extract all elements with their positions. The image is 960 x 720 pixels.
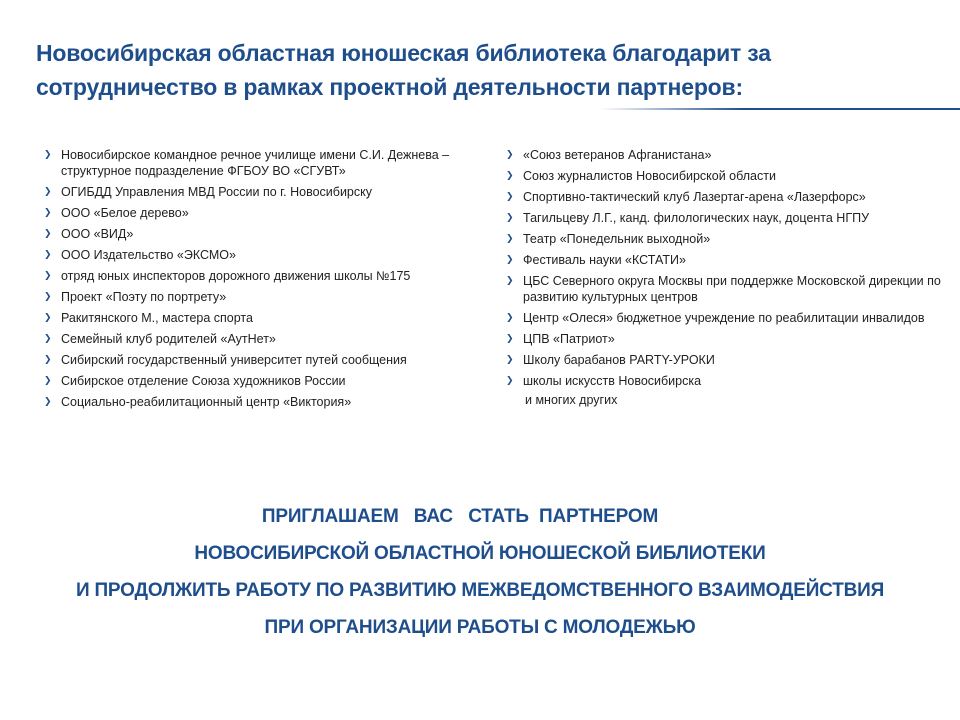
partner-item: [506, 352, 946, 368]
partners-tail-note: и многих других: [525, 393, 618, 407]
partner-item: [44, 247, 484, 263]
partner-item: [506, 168, 946, 184]
chevron-right-icon: ❯: [44, 397, 52, 407]
partner-item: [506, 231, 946, 247]
title-underline: [600, 108, 960, 110]
chevron-right-icon: ❯: [506, 213, 514, 223]
partner-name: «Союз ветеранов Афганистана»: [523, 148, 712, 162]
chevron-right-icon: ❯: [44, 376, 52, 386]
invitation-line: И ПРОДОЛЖИТЬ РАБОТУ ПО РАЗВИТИЮ МЕЖВЕДОМСТВЕННОГО ВЗАИМОДЕЙСТВИЯ: [75, 580, 885, 601]
chevron-right-icon: ❯: [506, 313, 514, 323]
chevron-right-icon: ❯: [506, 255, 514, 265]
chevron-right-icon: ❯: [44, 355, 52, 365]
invitation-line: ПРИ ОРГАНИЗАЦИИ РАБОТЫ С МОЛОДЕЖЬЮ: [264, 617, 696, 638]
chevron-right-icon: ❯: [506, 234, 514, 244]
chevron-right-icon: ❯: [44, 313, 52, 323]
partner-name: Спортивно-тактический клуб Лазертаг-арена «Лазерфорс»: [523, 190, 866, 204]
partner-item: [44, 147, 484, 179]
partner-name: ООО Издательство «ЭКСМО»: [61, 248, 236, 262]
partner-item: [506, 210, 946, 226]
chevron-right-icon: ❯: [44, 250, 52, 260]
partner-name: Проект «Поэту по портрету»: [61, 290, 227, 304]
partner-item: [44, 184, 484, 200]
partner-item: [506, 147, 946, 163]
chevron-right-icon: ❯: [506, 192, 514, 202]
chevron-right-icon: ❯: [44, 187, 52, 197]
chevron-right-icon: ❯: [506, 376, 514, 386]
partner-item: [506, 273, 946, 305]
partner-name: Сибирский государственный университет путей сообщения: [61, 353, 407, 367]
partner-item: [44, 331, 484, 347]
partner-name: ОГИБДД Управления МВД России по г. Новосибирску: [61, 185, 372, 199]
partner-name: отряд юных инспекторов дорожного движения школы №175: [61, 269, 411, 283]
chevron-right-icon: ❯: [506, 355, 514, 365]
partner-item: [44, 289, 484, 305]
partner-name: Школу барабанов PARTY-УРОКИ: [523, 353, 715, 367]
partner-name: Семейный клуб родителей «АутНет»: [61, 332, 276, 346]
partner-item: [44, 373, 484, 389]
invitation-line: ПРИГЛАШАЕМ ВАС СТАТЬ ПАРТНЕРОМ: [261, 506, 659, 527]
invitation-block: [0, 506, 960, 654]
partner-name: Новосибирское командное речное училище имени С.И. Дежнева – структурное подразделение ФГБОУ ВО «СГУВТ»: [61, 148, 450, 178]
chevron-right-icon: ❯: [44, 208, 52, 218]
partner-item: [44, 310, 484, 326]
partner-item: [44, 394, 484, 410]
chevron-right-icon: ❯: [44, 334, 52, 344]
partner-name: Союз журналистов Новосибирской области: [523, 169, 776, 183]
partner-item: [44, 205, 484, 221]
partner-name: Сибирское отделение Союза художников России: [61, 374, 346, 388]
chevron-right-icon: ❯: [506, 150, 514, 160]
partner-list-right: [506, 147, 946, 408]
partner-name: Фестиваль науки «КСТАТИ»: [523, 253, 686, 267]
partner-name: ООО «Белое дерево»: [61, 206, 189, 220]
chevron-right-icon: ❯: [506, 171, 514, 181]
partner-item: [44, 226, 484, 242]
chevron-right-icon: ❯: [506, 276, 514, 286]
chevron-right-icon: ❯: [44, 229, 52, 239]
partner-item: [44, 268, 484, 284]
partner-item: [44, 352, 484, 368]
slide-title: Новосибирская областная юношеская библиотека благодарит за сотрудничество в рамках проектной деятельности партнеров:: [36, 40, 771, 100]
partner-item: [506, 310, 946, 326]
chevron-right-icon: ❯: [44, 271, 52, 281]
partner-item: [506, 331, 946, 347]
invitation-line: НОВОСИБИРСКОЙ ОБЛАСТНОЙ ЮНОШЕСКОЙ БИБЛИОТЕКИ: [194, 543, 766, 564]
partner-item: [506, 373, 946, 389]
partner-name: ЦПВ «Патриот»: [523, 332, 615, 346]
partner-name: Социально-реабилитационный центр «Виктория»: [61, 395, 352, 409]
partner-item: [506, 252, 946, 268]
partner-name: ЦБС Северного округа Москвы при поддержке Московской дирекции по развитию культурных центров: [523, 274, 941, 304]
partner-name: ООО «ВИД»: [61, 227, 134, 241]
partner-name: Тагильцеву Л.Г., канд. филологических наук, доцента НГПУ: [523, 211, 870, 225]
partner-item: [506, 189, 946, 205]
partner-name: школы искусств Новосибирска: [523, 374, 702, 388]
chevron-right-icon: ❯: [44, 150, 52, 160]
partner-name: Театр «Понедельник выходной»: [523, 232, 711, 246]
chevron-right-icon: ❯: [44, 292, 52, 302]
partner-name: Центр «Олеся» бюджетное учреждение по реабилитации инвалидов: [523, 311, 925, 325]
chevron-right-icon: ❯: [506, 334, 514, 344]
partner-name: Ракитянского М., мастера спорта: [61, 311, 253, 325]
partner-list-left: [44, 147, 484, 415]
